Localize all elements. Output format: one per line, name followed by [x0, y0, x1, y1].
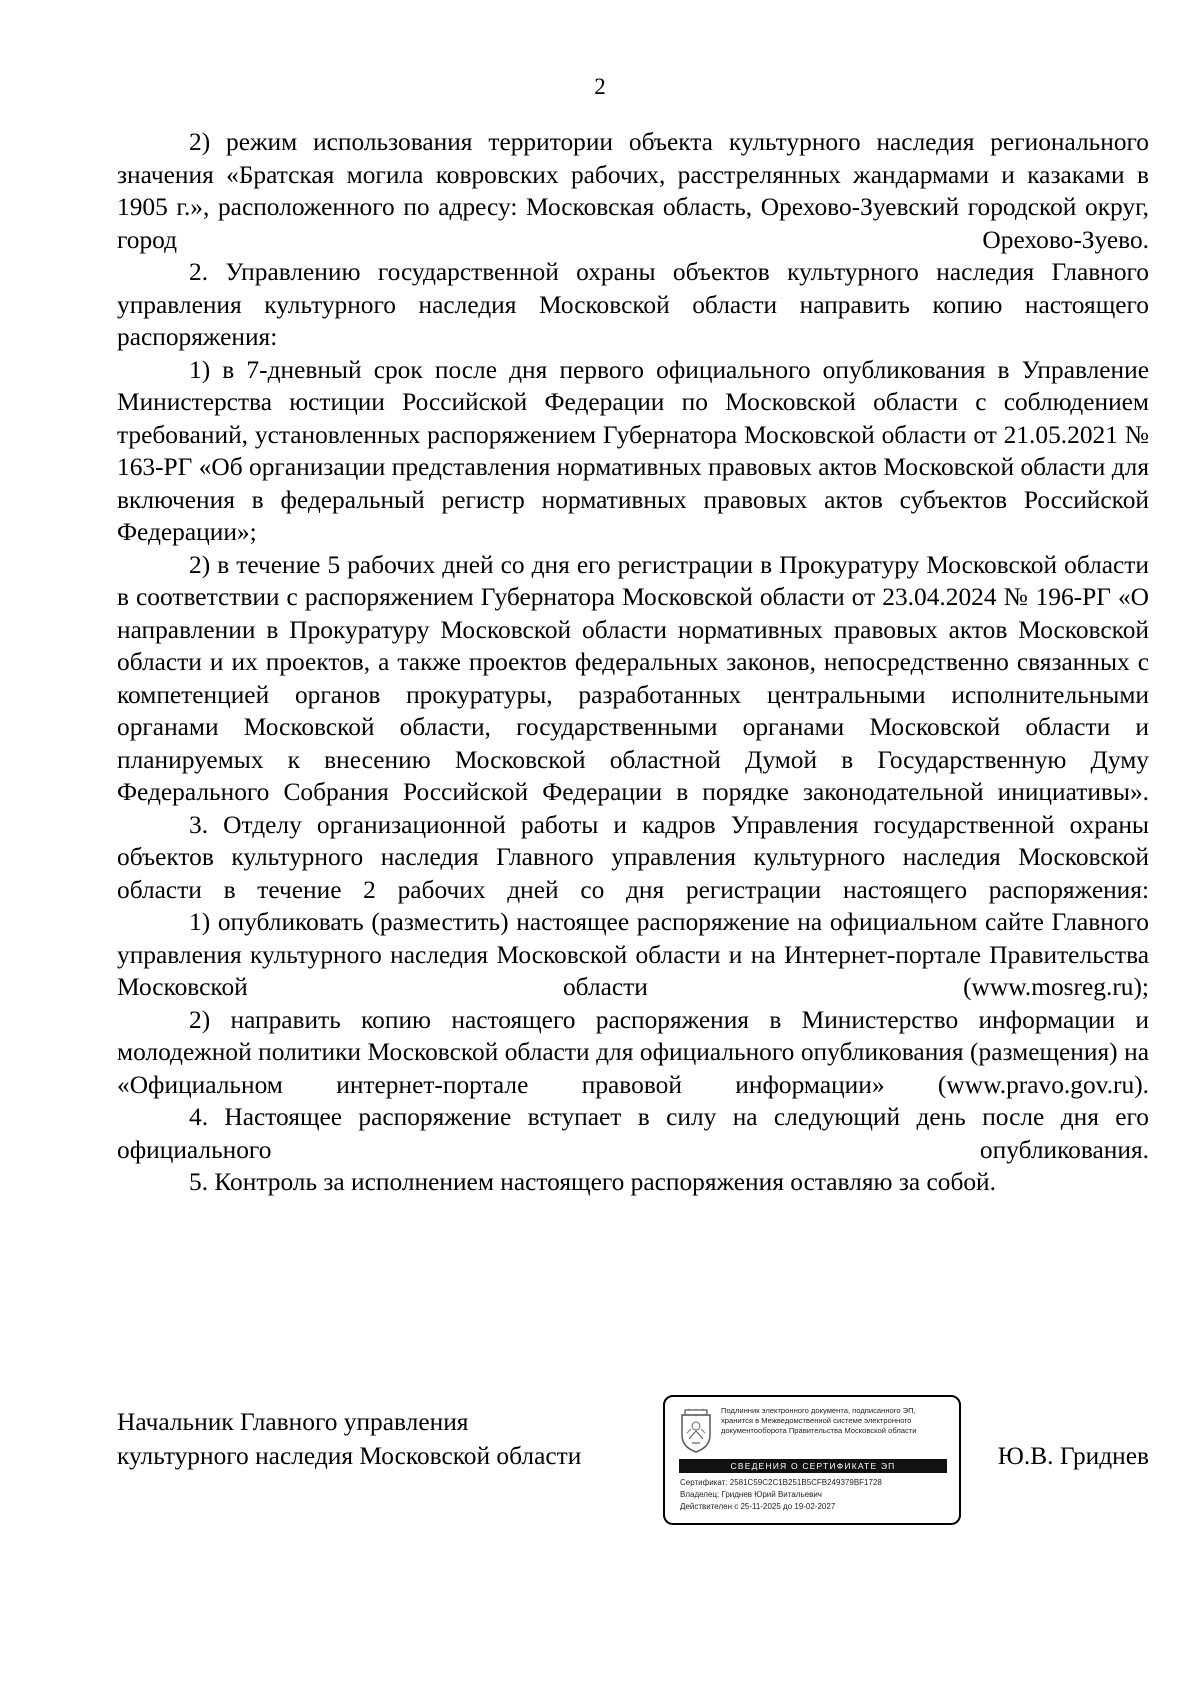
signatory-position-line2: культурного наследия Московской области — [117, 1442, 582, 1470]
paragraph-item-3-2: 2) направить копию настоящего распоряжения в Министерство информации и молодежной политики Московской области для официального опубликования (размещения) на «Официальном интернет-портале правовой информации» (www.pravo.gov.ru). — [117, 1005, 1149, 1099]
stamp-certificate-owner: Владелец: Гриднев Юрий Витальевич — [680, 1490, 822, 1499]
stamp-certificate-validity: Действителен с 25-11-2025 до 19-02-2027 — [680, 1502, 836, 1511]
stamp-certificate-details — [680, 1477, 952, 1513]
stamp-certificate-title: СВЕДЕНИЯ О СЕРТИФИКАТЕ ЭП — [679, 1459, 947, 1473]
stamp-header-line3: документооборота Правительства Московской области — [721, 1426, 917, 1435]
stamp-header-line1: Подлинник электронного документа, подписанного ЭП, — [721, 1406, 916, 1415]
moscow-region-coat-of-arms-icon — [677, 1409, 715, 1455]
signatory-name: Ю.В. Гриднев — [997, 1442, 1149, 1470]
paragraph-item-3-1: 1) опубликовать (разместить) настоящее распоряжение на официальном сайте Главного управления культурного наследия Московской области и на Интернет-портале Правительства Московской области (www.mosreg.ru); — [117, 908, 1149, 1001]
paragraph-item-3: 3. Отделу организационной работы и кадров Управления государственной охраны объектов культурного наследия Главного управления культурного наследия Московской области в течение 2 рабочих дней со дня регистрации настоящего распоряжения: — [117, 810, 1149, 904]
paragraph-item-5: 5. Контроль за исполнением настоящего распоряжения оставляю за собой. — [189, 1168, 996, 1196]
paragraph-item-4: 4. Настоящее распоряжение вступает в силу на следующий день после дня его официального опубликования. — [117, 1103, 1149, 1164]
paragraph-item-2: 2. Управлению государственной охраны объектов культурного наследия Главного управления культурного наследия Московской области направить копию настоящего распоряжения: — [117, 258, 1149, 351]
stamp-certificate-number: Сертификат: 2581C59C2C1B251B5CFB249379BF1728 — [680, 1478, 882, 1487]
stamp-header-line2: хранится в Межведомственной системе электронного — [721, 1416, 912, 1425]
stamp-header-text — [721, 1406, 953, 1436]
signatory-position-line1: Начальник Главного управления — [117, 1408, 469, 1436]
page-number: 2 — [594, 74, 606, 99]
paragraph-item-2-1: 1) в 7-дневный срок после дня первого официального опубликования в Управление Министерства юстиции Российской Федерации по Московской области с соблюдением требований, установленных распоряжением Губернатора Московской области от 21.05.2021 № 163-РГ «Об организации представления нормативных правовых актов Московской области для включения в федеральный регистр нормативных правовых актов субъектов Российской Федерации»; — [117, 355, 1149, 546]
paragraph-territory-regime: 2) режим использования территории объекта культурного наследия регионального значения «Братская могила ковровских рабочих, расстрелянных жандармами и казаками в 1905 г.», расположенного по адресу: Московская область, Орехово-Зуевский городской округ, город Орехово-Зуево. — [117, 128, 1149, 254]
signatory-position — [117, 1405, 581, 1473]
electronic-signature-stamp — [663, 1395, 961, 1525]
paragraph-item-2-2: 2) в течение 5 рабочих дней со дня его регистрации в Прокуратуру Московской области в соответствии с распоряжением Губернатора Московской области от 23.04.2024 № 196-РГ «О направлении в Прокуратуру Московской области нормативных правовых актов Московской области и их проектов, а также проектов федеральных законов, непосредственно связанных с компетенцией органов прокуратуры, разработанных центральными исполнительными органами Московской области, государственными органами Московской области и планируемых к внесению Московской областной Думой в Государственную Думу Федерального Собрания Российской Федерации в порядке законодательной инициативы». — [117, 550, 1149, 806]
document-body — [117, 126, 1149, 1199]
signature-block — [117, 1405, 1149, 1545]
